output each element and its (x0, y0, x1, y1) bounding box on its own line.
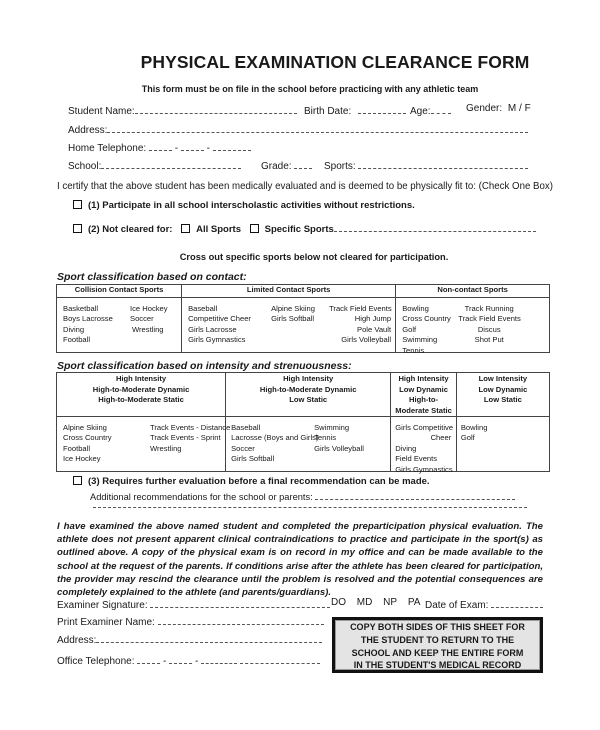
sport-item: Competitive Cheer (188, 314, 251, 324)
sport-item: Tennis (402, 345, 425, 355)
collision-cell (57, 298, 182, 353)
intensity-classification-table (56, 372, 550, 472)
phone-separator: - (163, 656, 167, 667)
examiner-signature-label: Examiner Signature: (57, 600, 148, 611)
exam-date-row (425, 597, 543, 611)
gender-label: Gender: (466, 103, 503, 114)
birth-date-row (304, 103, 406, 117)
phone-separator: - (174, 143, 179, 154)
office-phone-ext-field[interactable] (240, 653, 320, 664)
gender-options[interactable]: M / F (507, 103, 531, 114)
exam-date-field[interactable] (491, 597, 543, 608)
student-name-row (68, 103, 297, 117)
form-subtitle: This form must be on file in the school before practicing with any athletic team (141, 84, 479, 94)
sport-item: High Jump (354, 314, 392, 324)
grade-field[interactable] (294, 158, 312, 169)
examiner-address-field[interactable] (96, 632, 322, 643)
sport-item: Diving (63, 324, 85, 334)
sport-item: Swimming (402, 335, 438, 345)
examiner-address-row (57, 632, 322, 646)
home-phone-label: Home Telephone: (68, 143, 147, 154)
low-low-low-header: Low Intensity Low Dynamic Low Static (456, 373, 549, 417)
sport-item: Lacrosse (Boys and Girls) (231, 433, 319, 443)
credential-do[interactable]: DO (331, 597, 346, 608)
sport-item: Alpine Skiing (63, 423, 107, 432)
option2-label: (2) Not cleared for: (88, 224, 173, 235)
attestation-paragraph: I have examined the above named student and completed the preparticipation physical evaluation. The athlete does not present apparent clinical contraindications to practice and participate in the sport(s) as outlined above. A copy of the physical exam is on record in my office and can be made available to the school at the request of the parents. If conditions arise after the athlete has been cleared for participation, the provider may rescind the clearance until the problem is resolved and the potential consequences are completely explained to the athlete (and parents/guardians). (57, 521, 543, 599)
sport-item: Discus (477, 324, 501, 334)
additional-recs-label: Additional recommendations for the school or parents: (90, 492, 313, 502)
sport-item: Baseball (188, 304, 218, 313)
sport-item: Cross Country (402, 314, 451, 324)
collision-header: Collision Contact Sports (57, 285, 182, 298)
print-name-field[interactable] (158, 614, 324, 625)
low-low-low-cell (456, 417, 549, 472)
sport-item: Cheer (430, 433, 452, 443)
sport-item: Bowling (460, 423, 488, 432)
option2-row (73, 221, 536, 235)
home-phone-line-field[interactable] (213, 140, 251, 151)
sport-item: Track Field Events (329, 304, 392, 313)
option1-row (73, 200, 415, 211)
grade-label: Grade: (261, 161, 292, 172)
all-sports-checkbox[interactable] (181, 224, 190, 233)
sport-item: Football (63, 443, 91, 453)
sport-item: Girls Softball (271, 314, 315, 324)
school-label: School: (68, 161, 102, 172)
contact-classification-table (56, 284, 550, 353)
option3-label: (3) Requires further evaluation before a final recommendation can be made. (88, 476, 430, 487)
sport-item: Wrestling (150, 443, 182, 453)
sport-item: Girls Gymnastics (188, 335, 246, 345)
sport-item: Girls Lacrosse (188, 324, 237, 334)
office-phone-area-field[interactable] (137, 653, 160, 664)
sport-item: Soccer (130, 314, 154, 324)
student-name-field[interactable] (135, 103, 297, 114)
high-low-moderate-cell (391, 417, 457, 472)
gender-row (466, 103, 531, 114)
limited-contact-cell (182, 298, 396, 353)
school-row (68, 158, 241, 172)
address-row (68, 122, 528, 136)
home-phone-prefix-field[interactable] (181, 140, 204, 151)
student-name-label: Student Name: (68, 106, 135, 117)
grade-row (261, 158, 312, 172)
form-title: PHYSICAL EXAMINATION CLEARANCE FORM (140, 52, 530, 72)
sport-item: Girls Volleyball (314, 443, 364, 453)
sport-item: Golf (402, 324, 417, 334)
option2-checkbox[interactable] (73, 224, 82, 233)
sport-item: Track Events - Sprint (150, 433, 221, 443)
phone-separator: - (206, 143, 211, 154)
sport-item: Shot Put (474, 335, 504, 345)
high-high-high-header: High Intensity High-to-Moderate Dynamic High-to-Moderate Static (57, 373, 226, 417)
age-label: Age: (410, 106, 431, 117)
limited-contact-header: Limited Contact Sports (182, 285, 396, 298)
sport-item: Soccer (231, 443, 255, 453)
specific-sports-field[interactable] (334, 221, 536, 232)
sport-item: Girls Gymnastics (395, 464, 453, 474)
credential-np[interactable]: NP (383, 597, 398, 608)
phone-separator: - (194, 656, 199, 667)
age-row (410, 103, 451, 117)
sport-item: Diving (395, 443, 417, 453)
address-label: Address: (68, 125, 108, 136)
sport-item: Track Field Events (458, 314, 521, 324)
office-phone-prefix-field[interactable] (169, 653, 192, 664)
sport-item: Track Running (464, 304, 514, 313)
sport-item: Swimming (314, 423, 350, 432)
sport-item: Wrestling (132, 324, 164, 334)
home-phone-row (68, 140, 251, 154)
exam-date-label: Date of Exam: (425, 600, 489, 611)
school-field[interactable] (101, 158, 241, 169)
sports-row (324, 158, 528, 172)
credential-pa[interactable]: PA (407, 597, 421, 608)
specific-sports-checkbox[interactable] (250, 224, 259, 233)
home-phone-area-field[interactable] (149, 140, 172, 151)
sport-item: Pole Vault (357, 324, 392, 334)
certification-statement: I certify that the above student has been medically evaluated and is deemed to be physically fit to: (Check One Box) (57, 181, 553, 192)
sport-item: Girls Softball (231, 454, 275, 464)
address-field[interactable] (107, 122, 528, 133)
copy-notice-box: COPY BOTH SIDES OF THIS SHEET FOR THE STUDENT TO RETURN TO THE SCHOOL AND KEEP THE ENTIRE FORM IN THE STUDENT'S MEDICAL RECORD (332, 617, 543, 673)
birth-date-label: Birth Date: (304, 106, 352, 117)
sport-item: Boys Lacrosse (63, 314, 113, 324)
sport-item: Cross Country (63, 433, 112, 443)
examiner-address-label: Address: (57, 635, 97, 646)
option3-checkbox[interactable] (73, 476, 82, 485)
age-field[interactable] (431, 103, 451, 114)
additional-recs-field-line2[interactable] (93, 497, 527, 508)
high-high-low-cell (226, 417, 391, 472)
sport-item: Ice Hockey (130, 304, 168, 313)
sports-field[interactable] (358, 158, 528, 169)
examiner-signature-field[interactable] (150, 597, 330, 608)
sport-item: Baseball (231, 423, 261, 432)
sport-item: Girls Volleyball (341, 335, 392, 345)
sport-item: Field Events (395, 454, 438, 464)
sport-item: Tennis (314, 433, 337, 443)
option1-label: (1) Participate in all school interscholastic activities without restrictions. (88, 200, 415, 211)
specific-sports-label: Specific Sports (264, 224, 334, 235)
sport-item: Track Events - Distance (150, 423, 231, 432)
credentials-row (331, 597, 420, 608)
sport-item: Golf (460, 433, 475, 443)
high-high-high-cell (57, 417, 231, 472)
intensity-table-heading: Sport classification based on intensity and strenuousness: (57, 360, 352, 372)
all-sports-label: All Sports (196, 224, 241, 235)
high-low-moderate-header: High Intensity Low Dynamic High-to- Moderate Static (391, 373, 457, 417)
examiner-signature-row (57, 597, 330, 611)
office-phone-line-field[interactable] (201, 653, 237, 664)
office-phone-label: Office Telephone: (57, 656, 135, 667)
sport-item: Ice Hockey (63, 454, 101, 464)
sports-label: Sports: (324, 161, 356, 172)
print-name-label: Print Examiner Name: (57, 617, 155, 628)
birth-date-field[interactable] (358, 103, 406, 114)
non-contact-cell (396, 298, 550, 353)
credential-md[interactable]: MD (356, 597, 373, 608)
sport-item: Basketball (63, 304, 99, 313)
option1-checkbox[interactable] (73, 200, 82, 209)
sport-item: Bowling (402, 304, 429, 313)
cross-out-note: Cross out specific sports below not cleared for participation. (179, 252, 449, 262)
contact-table-heading: Sport classification based on contact: (57, 271, 247, 283)
sport-item: Alpine Skiing (271, 304, 315, 313)
print-name-row (57, 614, 324, 628)
sport-item: Girls Competitive (395, 423, 454, 432)
high-high-low-header: High Intensity High-to-Moderate Dynamic Low Static (226, 373, 391, 417)
sport-item: Football (63, 335, 91, 345)
office-phone-row (57, 653, 320, 667)
option3-row (73, 476, 430, 487)
non-contact-header: Non-contact Sports (396, 285, 550, 298)
